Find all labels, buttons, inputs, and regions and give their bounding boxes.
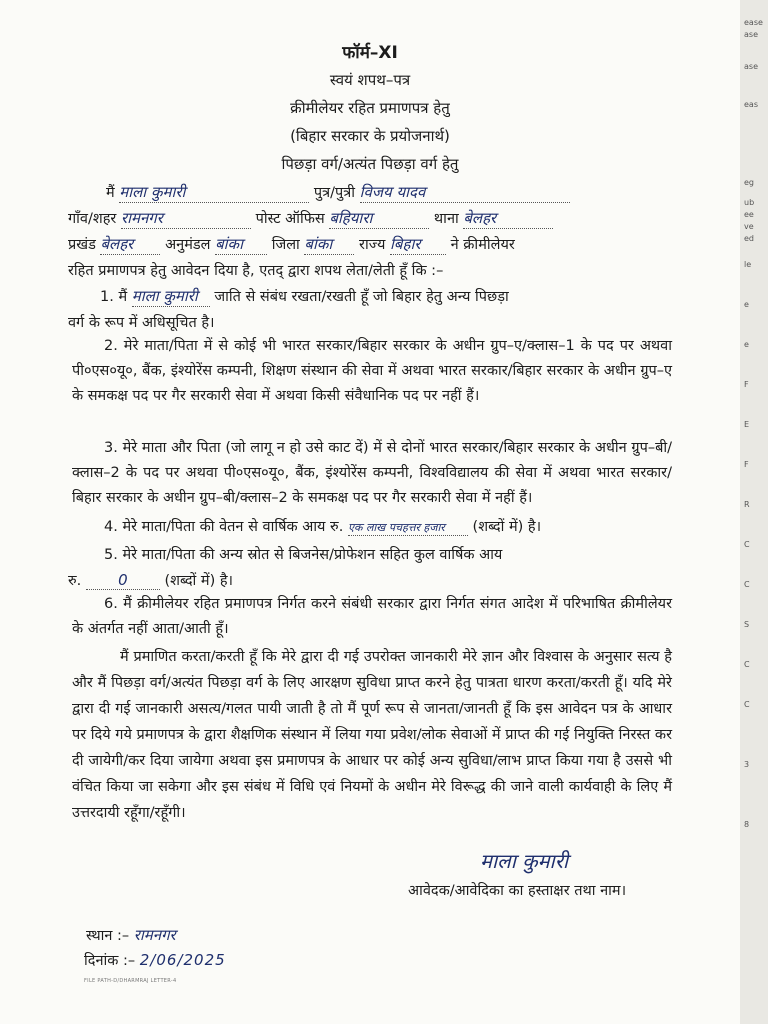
intro-text: ने क्रीमीलेयर [450, 237, 515, 253]
clause-2: 2. मेरे माता/पिता में से कोई भी भारत सरकार/बिहार सरकार के अधीन ग्रुप–ए/क्लास–1 के पद पर अथवा पी०एस०यू०, बैंक, इंश्योरेंस कम्पनी, शिक्षण संस्थान की सेवा में अथवा भारत सरकार/बिहार सरकार के अधीन ग्रुप–ए के समकक्ष पद पर गैर सरकारी सेवा में अथवा किसी संवैधानिक पद पर नहीं हैं। [72, 338, 672, 404]
date-label: दिनांक :– [84, 953, 136, 969]
intro-text: राज्य [359, 237, 386, 253]
state-value: बिहार [390, 235, 421, 253]
edge-text: F [744, 460, 749, 469]
district-field [304, 234, 354, 255]
name-field [119, 182, 309, 203]
clause-1 [100, 286, 509, 307]
form-subtitle-category: पिछड़ा वर्ग/अत्यंत पिछड़ा वर्ग हेतु [281, 155, 459, 173]
edge-text: ed [744, 234, 754, 243]
edge-text: ub [744, 198, 755, 207]
clause-1-cont: वर्ग के रूप में अधिसूचित है। [68, 315, 215, 331]
intro-text: थाना [433, 211, 459, 227]
state-field [390, 234, 446, 255]
intro-text: पोस्ट ऑफिस [255, 211, 325, 227]
intro-line-2 [68, 208, 553, 229]
edge-text: ease [744, 18, 763, 27]
form-title: फॉर्म–XI [342, 43, 398, 63]
intro-text: अनुमंडल [165, 237, 211, 253]
intro-text: गाँव/शहर [68, 211, 117, 227]
clause-5: 5. मेरे माता/पिता की अन्य स्रोत से बिजनेस/प्रोफेशन सहित कुल वार्षिक आय [104, 547, 503, 563]
form-subtitle-affidavit: स्वयं शपथ–पत्र [329, 71, 411, 89]
edge-text: E [744, 420, 750, 429]
village-value: रामनगर [120, 209, 163, 227]
village-field [121, 208, 251, 229]
declaration: मैं प्रमाणित करता/करती हूँ कि मेरे द्वारा दी गई उपरोक्त जानकारी मेरे ज्ञान और विश्वास के अनुसार सत्य है और मैं पिछड़ा वर्ग/अत्यंत पिछड़ा वर्ग के लिए आरक्षण सुविधा प्राप्त करने हेतु पात्रता धारण करता/करती हूँ। यदि मेरे द्वारा दी गई जानकारी असत्य/गलत पायी जाती है तो मैं पूर्ण रूप से जानता/जानती हूँ कि इस आवेदन पत्र के आधार पर दिये गये प्रमाणपत्र के द्वारा शैक्षणिक संस्थान में लिया गया प्रवेश/लोक सेवाओं में प्राप्त की गई नियुक्ति निरस्त कर दी जायेगी/कर दिया जायेगा अथवा इस प्रमाणपत्र के आधार पर कोई अन्य सुविधा/लाभ प्राप्त किया गया है उससे भी वंचित किया जा सकेगा और इस संबंध में विधि एवं नियमों के अधीन मेरे विरूद्ध की जाने वाली कार्यवाही के लिए मैं उत्तरदायी रहूँगा/रहूँगी। [72, 649, 672, 821]
edge-text: C [744, 700, 750, 709]
thana-field [463, 208, 553, 229]
clause-text: (शब्दों में) है। [472, 519, 542, 535]
edge-text: R [744, 500, 750, 509]
intro-line-3 [68, 234, 515, 255]
other-income-value: 0 [118, 571, 128, 589]
clause-6: 6. मैं क्रीमीलेयर रहित प्रमाणपत्र निर्गत करने संबंधी सरकार द्वारा निर्गत संगत आदेश में परिभाषित क्रीमीलेयर के अंतर्गत नहीं आता/आती हूँ। [72, 596, 672, 637]
edge-text: ee [744, 210, 754, 219]
clause-text: जाति से संबंध रखता/रखती हूँ जो बिहार हेतु अन्य पिछड़ा [214, 289, 509, 305]
edge-text: C [744, 580, 750, 589]
caste-value: माला कुमारी [131, 287, 198, 305]
clause-5-cont [68, 570, 233, 590]
intro-line-4: रहित प्रमाणपत्र हेतु आवेदन दिया है, एतद् द्वारा शपथ लेता/लेती हूँ कि :– [68, 263, 444, 279]
intro-text: मैं [106, 185, 115, 201]
clause-text: 4. मेरे माता/पिता की वेतन से वार्षिक आय रु. [104, 519, 344, 535]
subdivision-field [215, 234, 267, 255]
edge-text: 8 [744, 820, 750, 829]
edge-text: e [744, 300, 749, 309]
place-value: रामनगर [133, 926, 176, 944]
edge-text: ve [744, 222, 754, 231]
edge-text: F [744, 380, 749, 389]
subdivision-value: बांका [215, 235, 243, 253]
form-subtitle-purpose: (बिहार सरकार के प्रयोजनार्थ) [290, 127, 450, 145]
other-income-field [86, 571, 160, 590]
clause-text: (शब्दों में) है। [164, 573, 234, 589]
block-value: बेलहर [100, 235, 134, 253]
place-label: स्थान :– [86, 928, 130, 944]
intro-line-1 [106, 182, 570, 203]
salary-income-field [348, 520, 468, 536]
file-path-footer: FILE PATH-D/DHARMRAJ LETTER-4 [84, 978, 177, 984]
intro-text: जिला [271, 237, 300, 253]
post-office-value: बहियारा [329, 209, 373, 227]
place-line [86, 925, 176, 945]
intro-text: प्रखंड [68, 237, 96, 253]
edge-text: eg [744, 178, 754, 187]
edge-text: e [744, 340, 749, 349]
clause-3: 3. मेरे माता और पिता (जो लागू न हो उसे काट दें) में से दोनों भारत सरकार/बिहार सरकार के अधीन ग्रुप–बी/क्लास–2 के पद पर अथवा पी०एस०यू०, बैंक, इंश्योरेंस कम्पनी, विश्वविद्यालय की सेवा में अथवा भारत सरकार/बिहार सरकार के अधीन ग्रुप–बी/क्लास–2 के समकक्ष पद पर गैर सरकारी सेवा में नहीं हैं। [72, 440, 672, 506]
signature-caption: आवेदक/आवेदिका का हस्ताक्षर तथा नाम। [408, 883, 627, 899]
date-value: 2/06/2025 [139, 951, 226, 969]
father-field [360, 182, 570, 203]
post-office-field [329, 208, 429, 229]
edge-text: C [744, 540, 750, 549]
form-subtitle-certificate: क्रीमीलेयर रहित प्रमाणपत्र हेतु [290, 99, 450, 117]
father-value: विजय यादव [359, 183, 426, 201]
edge-text: ase [744, 62, 758, 71]
edge-text: C [744, 660, 750, 669]
block-field [100, 234, 160, 255]
edge-text: 3 [744, 760, 750, 769]
name-value: माला कुमारी [119, 183, 186, 201]
applicant-signature: माला कुमारी [480, 849, 569, 873]
edge-text: ase [744, 30, 758, 39]
clause-4 [104, 516, 541, 536]
edge-text: le [744, 260, 752, 269]
adjacent-page-edge [740, 0, 768, 1024]
clause-text: रु. [68, 573, 82, 589]
district-value: बांका [304, 235, 333, 253]
salary-income-value: एक लाख पचहत्तर हजार [347, 521, 445, 534]
clause-text: 1. मैं [100, 289, 128, 305]
thana-value: बेलहर [463, 209, 497, 227]
date-line [84, 950, 226, 970]
edge-text: S [744, 620, 750, 629]
caste-field [132, 286, 210, 307]
intro-text: पुत्र/पुत्री [313, 185, 356, 201]
edge-text: eas [744, 100, 758, 109]
